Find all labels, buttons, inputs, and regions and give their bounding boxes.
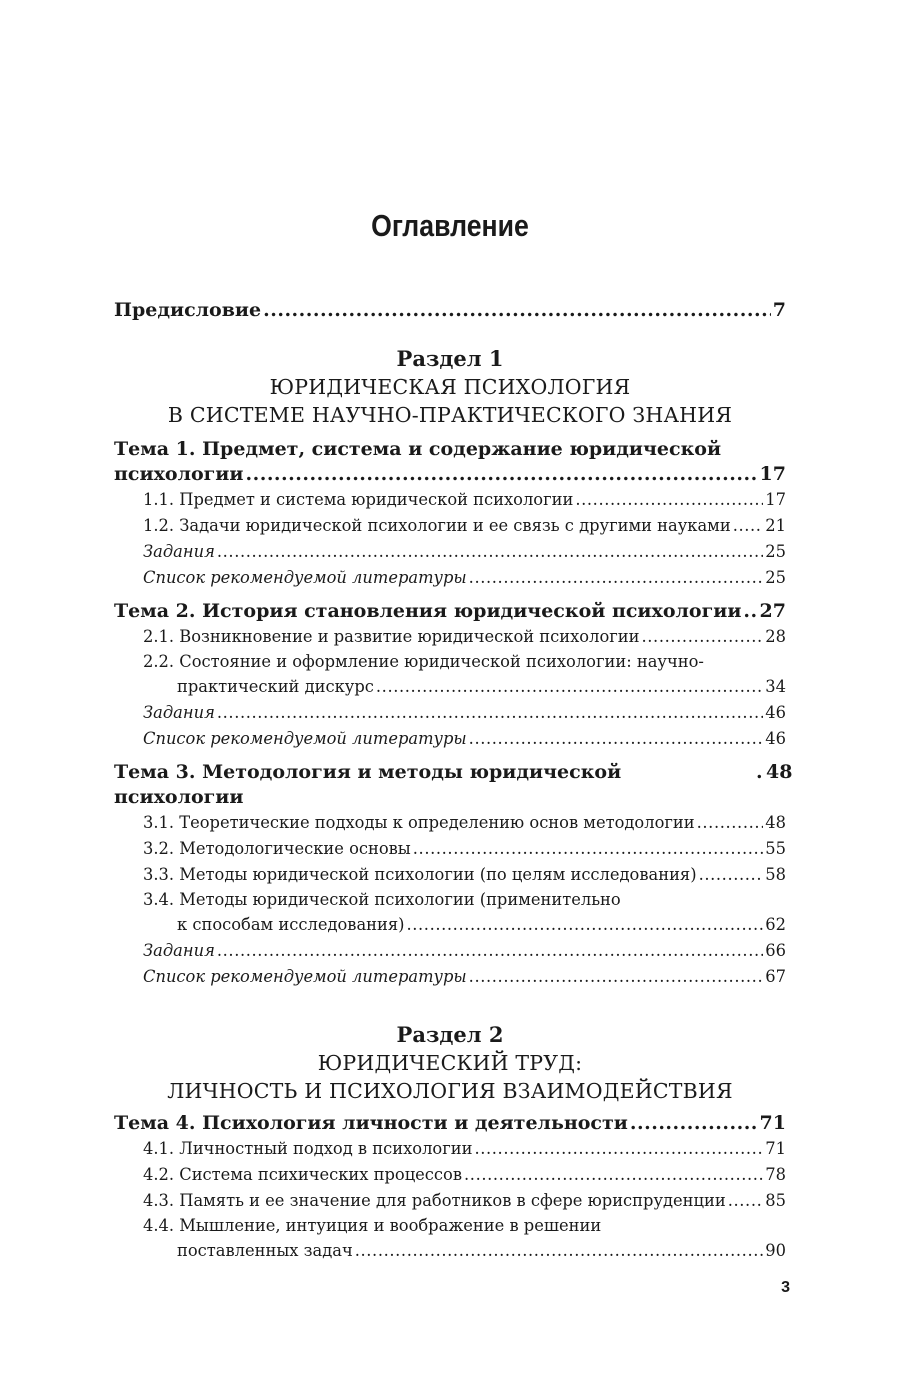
topic-title-line: психологии bbox=[114, 463, 244, 485]
section-label: Раздел 1 bbox=[396, 346, 504, 371]
dot-leader bbox=[469, 565, 764, 591]
dot-leader bbox=[728, 1188, 764, 1214]
dot-leader bbox=[733, 513, 764, 539]
dot-leader bbox=[743, 599, 757, 624]
toc-topic-1[interactable] bbox=[114, 437, 786, 487]
toc-subentry-tasks[interactable]: Задания ..... 46 bbox=[114, 700, 786, 726]
topic-title-line: Тема 1. Предмет, система и содержание юридической bbox=[114, 438, 722, 460]
dot-leader bbox=[469, 726, 764, 752]
dot-leader bbox=[756, 760, 764, 785]
toc-subentry-literature[interactable]: Список рекомендуемой литературы ..... 46 bbox=[114, 726, 786, 752]
table-of-contents bbox=[114, 297, 793, 1264]
dot-leader bbox=[217, 938, 763, 964]
section-title-line: В СИСТЕМЕ НАУЧНО-ПРАКТИЧЕСКОГО ЗНАНИЯ bbox=[167, 403, 733, 427]
dot-leader bbox=[413, 836, 764, 862]
toc-subentry[interactable]: 1.1. Предмет и система юридической психологии ..... 17 bbox=[114, 487, 786, 513]
section-label: Раздел 2 bbox=[396, 1022, 504, 1047]
page-title: Оглавление bbox=[371, 208, 529, 243]
dot-leader bbox=[376, 674, 763, 700]
toc-subentry[interactable]: 1.2. Задачи юридической психологии и ее связь с другими науками ..... 21 bbox=[114, 513, 786, 539]
toc-subentry-literature[interactable]: Список рекомендуемой литературы ..... 25 bbox=[114, 565, 786, 591]
dot-leader bbox=[263, 297, 771, 324]
section-title-line: ЮРИДИЧЕСКАЯ ПСИХОЛОГИЯ bbox=[269, 375, 631, 399]
dot-leader bbox=[217, 539, 763, 565]
toc-entry-page: 17 bbox=[759, 463, 786, 485]
dot-leader bbox=[355, 1238, 764, 1264]
dot-leader bbox=[469, 964, 764, 990]
dot-leader bbox=[697, 810, 764, 836]
dot-leader bbox=[245, 462, 757, 487]
dot-leader bbox=[575, 487, 763, 513]
section-title-line: ЮРИДИЧЕСКИЙ ТРУД: bbox=[317, 1051, 583, 1075]
toc-subentry[interactable]: 2.2. Состояние и оформление юридической психологии: научно- практический дискурс ..... 34 bbox=[114, 650, 786, 700]
section-heading-2 bbox=[74, 1021, 826, 1105]
toc-entry-page: 7 bbox=[772, 299, 786, 321]
toc-subentry[interactable]: 3.4. Методы юридической психологии (применительно к способам исследования) ..... 62 bbox=[114, 888, 786, 938]
toc-entry-title: Предисловие bbox=[114, 299, 262, 321]
toc-topic-3[interactable]: Тема 3. Методология и методы юридической психологии ..... 48 bbox=[114, 760, 786, 810]
toc-subentry-literature[interactable]: Список рекомендуемой литературы ..... 67 bbox=[114, 964, 786, 990]
toc-topic-4[interactable]: Тема 4. Психология личности и деятельности ..... 71 bbox=[114, 1111, 786, 1136]
toc-subentry[interactable]: 4.4. Мышление, интуиция и воображение в решении поставленных задач ..... 90 bbox=[114, 1214, 786, 1264]
dot-leader bbox=[630, 1111, 758, 1136]
toc-subentry[interactable]: 4.2. Система психических процессов ..... 78 bbox=[114, 1162, 786, 1188]
toc-subentry-tasks[interactable]: Задания ..... 66 bbox=[114, 938, 786, 964]
toc-subentry[interactable]: 3.1. Теоретические подходы к определению основ методологии ..... 48 bbox=[114, 810, 786, 836]
dot-leader bbox=[464, 1162, 763, 1188]
dot-leader bbox=[406, 912, 763, 938]
toc-entry-preface[interactable] bbox=[114, 297, 786, 324]
section-heading-1 bbox=[74, 345, 826, 429]
page-number: 3 bbox=[781, 1279, 790, 1296]
toc-subentry[interactable]: 4.1. Личностный подход в психологии ..... 71 bbox=[114, 1136, 786, 1162]
toc-topic-2[interactable]: Тема 2. История становления юридической психологии ..... 27 bbox=[114, 599, 786, 624]
dot-leader bbox=[217, 700, 763, 726]
section-title-line: ЛИЧНОСТЬ И ПСИХОЛОГИЯ ВЗАИМОДЕЙСТВИЯ bbox=[167, 1079, 733, 1103]
dot-leader bbox=[699, 862, 764, 888]
dot-leader bbox=[642, 624, 764, 650]
toc-subentry[interactable]: 4.3. Память и ее значение для работников в сфере юриспруденции ..... 85 bbox=[114, 1188, 786, 1214]
toc-subentry[interactable]: 2.1. Возникновение и развитие юридической психологии ..... 28 bbox=[114, 624, 786, 650]
dot-leader bbox=[474, 1136, 763, 1162]
toc-subentry[interactable]: 3.3. Методы юридической психологии (по целям исследования) ..... 58 bbox=[114, 862, 786, 888]
toc-subentry-tasks[interactable]: Задания ..... 25 bbox=[114, 539, 786, 565]
toc-subentry[interactable]: 3.2. Методологические основы ..... 55 bbox=[114, 836, 786, 862]
